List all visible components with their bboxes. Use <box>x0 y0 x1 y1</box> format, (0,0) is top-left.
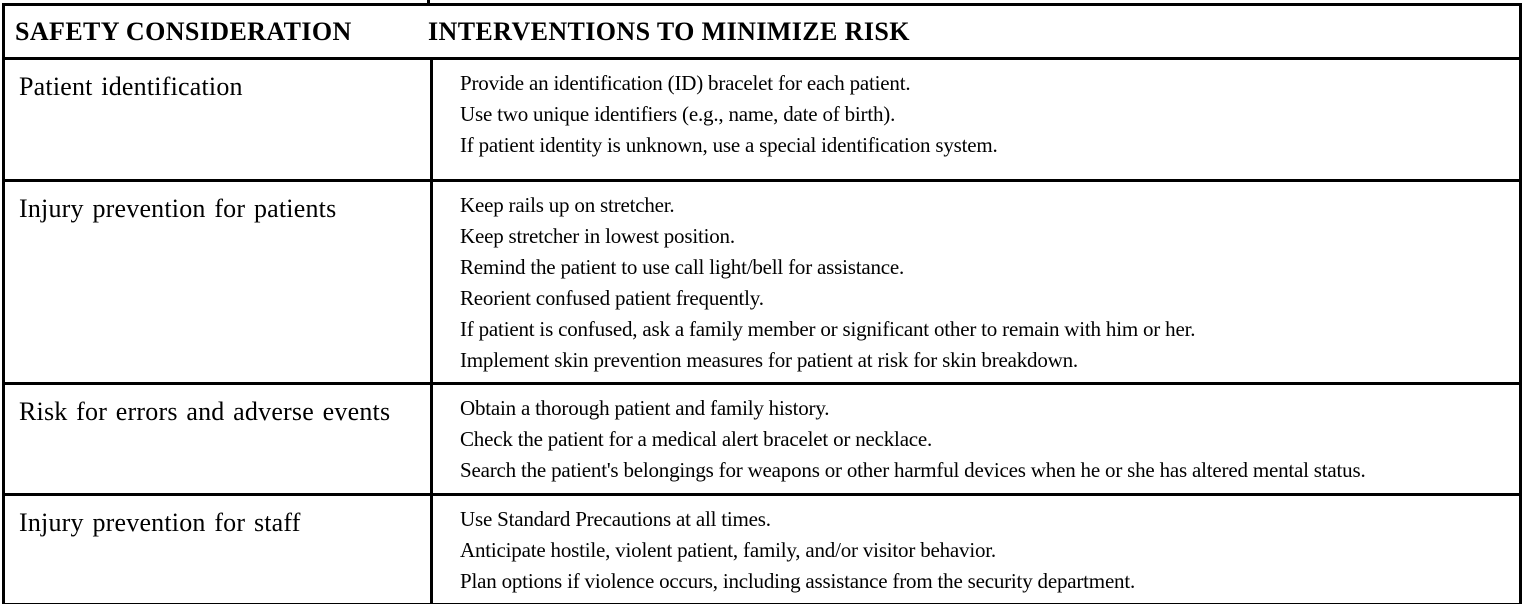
intervention-line: If patient is confused, ask a family member or significant other to remain with him or her. <box>460 317 1196 341</box>
intervention-line: Search the patient's belongings for weapons or other harmful devices when he or she has altered mental status. <box>460 458 1366 482</box>
consideration-cell: Injury prevention for patients <box>5 182 433 382</box>
table-row <box>5 496 1519 603</box>
safety-considerations-table <box>2 3 1522 604</box>
intervention-line: If patient identity is unknown, use a special identification system. <box>460 133 998 157</box>
intervention-line: Check the patient for a medical alert bracelet or necklace. <box>460 427 933 451</box>
intervention-line: Use Standard Precautions at all times. <box>460 507 771 531</box>
consideration-cell: Injury prevention for staff <box>5 496 433 603</box>
intervention-line: Provide an identification (ID) bracelet for each patient. <box>460 71 911 95</box>
header-safety-consideration: SAFETY CONSIDERATION <box>15 16 352 46</box>
intervention-line: Keep rails up on stretcher. <box>460 193 675 217</box>
intervention-line: Obtain a thorough patient and family history. <box>460 396 830 420</box>
intervention-line: Remind the patient to use call light/bell for assistance. <box>460 255 905 279</box>
consideration-cell: Risk for errors and adverse events <box>5 385 433 493</box>
table-row <box>5 385 1519 496</box>
intervention-line: Keep stretcher in lowest position. <box>460 224 735 248</box>
header-interventions: INTERVENTIONS TO MINIMIZE RISK <box>428 16 910 46</box>
intervention-line: Reorient confused patient frequently. <box>460 286 764 310</box>
intervention-line: Use two unique identifiers (e.g., name, date of birth). <box>460 102 896 126</box>
table-row <box>5 60 1519 182</box>
intervention-line: Implement skin prevention measures for patient at risk for skin breakdown. <box>460 348 1078 372</box>
intervention-line: Anticipate hostile, violent patient, family, and/or visitor behavior. <box>460 538 996 562</box>
consideration-cell: Patient identification <box>5 60 433 179</box>
table-header-row <box>5 6 1519 60</box>
interventions-cell <box>433 385 1519 493</box>
interventions-cell <box>433 496 1519 603</box>
interventions-cell <box>433 60 1519 179</box>
table-row <box>5 182 1519 385</box>
intervention-line: Plan options if violence occurs, including assistance from the security department. <box>460 569 1136 593</box>
interventions-cell <box>433 182 1519 382</box>
